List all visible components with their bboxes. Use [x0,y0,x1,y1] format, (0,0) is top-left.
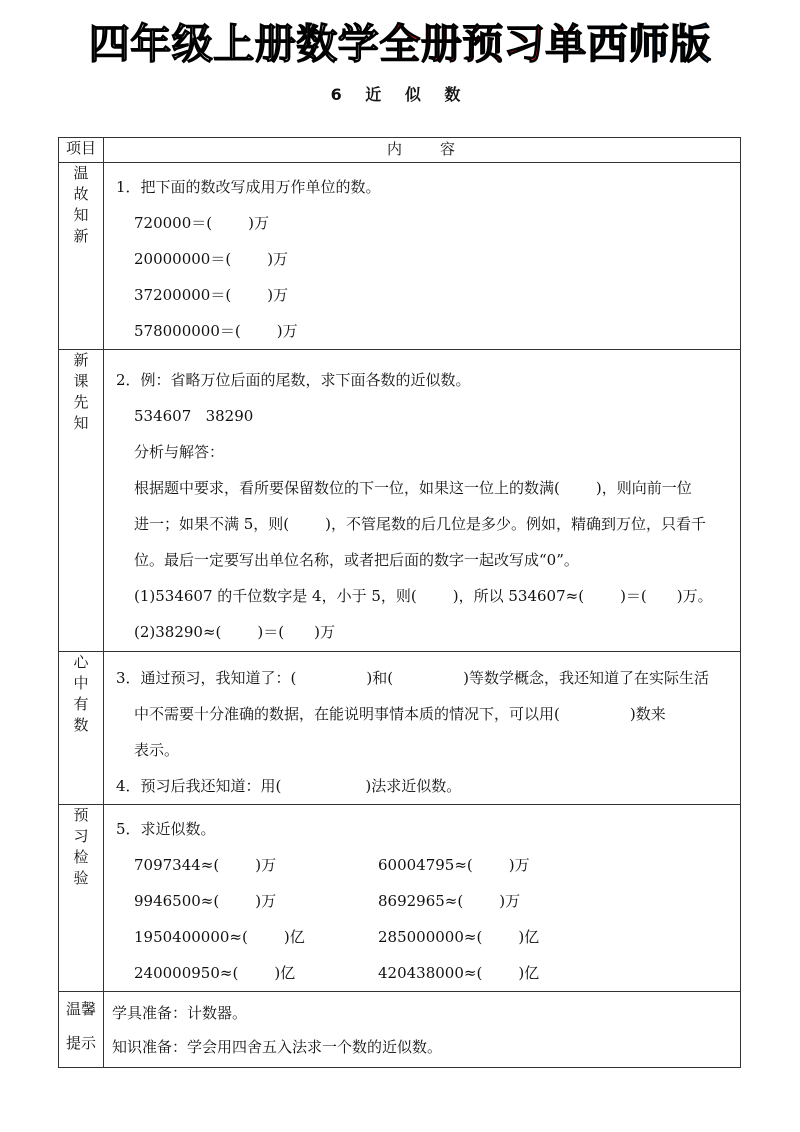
q5-row [116,955,728,991]
section-tips-content [104,992,741,1068]
q1-item: 720000＝( )万 [134,214,269,232]
section-tips-label: 温馨 提示 [59,992,104,1068]
title-part-grade: 四年级上册数学 [88,20,380,68]
analysis-line-1: 根据题中要求，看所要保留数位的下一位，如果这一位上的数满( )，则向前一位 [134,479,692,497]
section-check-label: 预习检验 [59,805,104,992]
header-content [104,138,741,163]
q1-item: 20000000＝( )万 [134,250,289,268]
question-3-line-1: 3．通过预习，我知道了：( )和( )等数学概念，我还知道了在实际生活 [116,669,709,687]
question-2: 2．例：省略万位后面的尾数，求下面各数的近似数。 [116,371,471,389]
analysis-line-3: 位。最后一定要写出单位名称，或者把后面的数字一起改写成“0”。 [134,551,579,569]
header-project: 项目 [59,138,104,163]
section-new-lesson-label: 新课先知 [59,350,104,652]
q5-left-item: 240000950≈( )亿 [134,964,296,982]
q5-row [116,847,728,883]
tip-tools: 学具准备：计数器。 [112,1003,248,1022]
section-reflection-row [59,652,741,805]
tip-knowledge: 知识准备：学会用四舍五入法求一个数的近似数。 [112,1037,443,1056]
section-check-content [104,805,741,992]
analysis-line-4: (1)534607 的千位数字是 4，小于 5，则( )，所以 534607≈( )＝( )万。 [134,587,713,605]
section-new-lesson-content [104,350,741,652]
title-part-edition: 西师版 [586,20,712,68]
analysis-heading: 分析与解答： [134,443,225,461]
q5-left-item: 7097344≈( )万 [134,856,277,874]
page-title [0,16,800,72]
header-content-b: 容 [440,140,458,158]
preview-table [58,137,741,1068]
section-review-label: 温故知新 [59,163,104,350]
question-3-line-3: 表示。 [134,741,180,759]
section-reflection-content [104,652,741,805]
q1-item: 578000000＝( )万 [134,322,298,340]
question-1: 1．把下面的数改写成用万作单位的数。 [116,178,381,196]
q5-right-item: 285000000≈( )亿 [378,928,540,946]
q5-left-item: 1950400000≈( )亿 [134,928,305,946]
question-5: 5．求近似数。 [116,820,216,838]
section-review-content [104,163,741,350]
section-check-row [59,805,741,992]
analysis-line-5: (2)38290≈( )＝( )万 [134,623,335,641]
example-numbers: 534607 38290 [134,407,254,425]
section-tips-row [59,992,741,1068]
q5-right-item: 8692965≈( )万 [378,892,521,910]
section-new-lesson-row [59,350,741,652]
q5-left-item: 9946500≈( )万 [134,892,277,910]
q5-row [116,919,728,955]
lesson-subtitle: 6 近 似 数 [330,85,470,104]
section-review-row [59,163,741,350]
question-3-line-2: 中不需要十分准确的数据，在能说明事情本质的情况下，可以用( )数来 [134,705,666,723]
analysis-line-2: 进一；如果不满 5，则( )，不管尾数的后几位是多少。例如，精确到万位，只看千 [134,515,707,533]
q5-right-item: 60004795≈( )万 [378,856,530,874]
q1-item: 37200000＝( )万 [134,286,289,304]
title-part-preview: 全册预习单 [379,20,587,68]
q5-right-item: 420438000≈( )亿 [378,964,540,982]
table-header-row [59,138,741,163]
question-4: 4．预习后我还知道：用( )法求近似数。 [116,777,462,795]
q5-row [116,883,728,919]
header-content-a: 内 [386,140,404,158]
section-reflection-label: 心中有数 [59,652,104,805]
